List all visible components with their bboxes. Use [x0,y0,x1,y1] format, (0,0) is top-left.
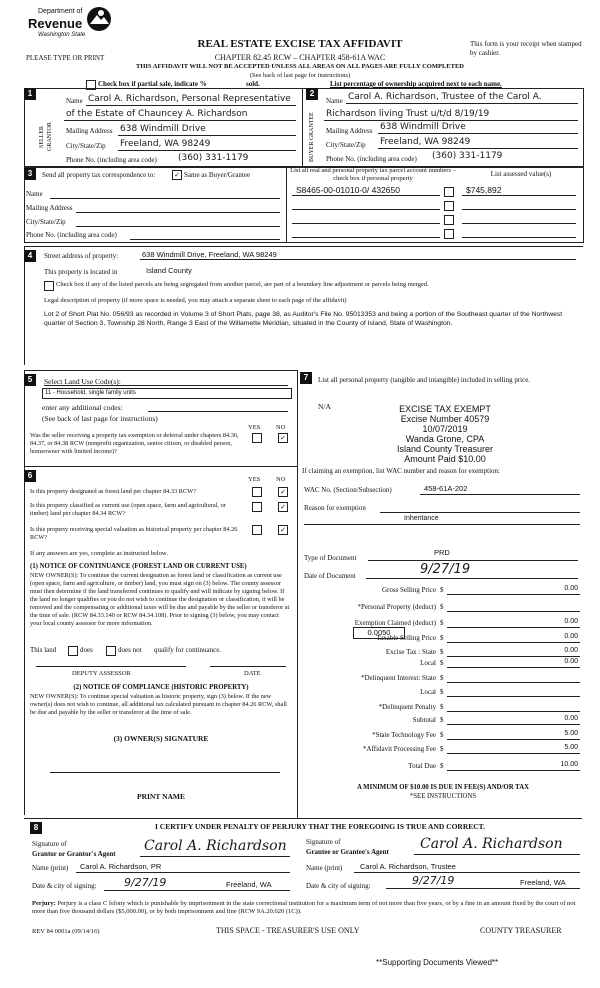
fee-label: *Delinquent Interest: State [360,674,436,682]
fee-row [300,688,584,700]
stamp-line-1: EXCISE TAX EXEMPT [399,404,491,414]
located-value[interactable]: Island County [146,266,192,275]
land-use-see-back: (See back of last page for instructions) [42,414,158,423]
land-use-line [44,385,288,386]
s6-yes-header: YES [248,476,261,483]
fee-label: Exemption Claimed (deduct) [354,619,436,627]
seller-city-line [118,150,296,151]
grantor-name-line [76,872,290,873]
fee-label: *Personal Property (deduct) [357,603,436,611]
owner-signature-label: (3) OWNER(S) SIGNATURE [113,734,209,743]
corr-mail-line [76,212,280,213]
corr-mail-label: Mailing Address [26,204,73,212]
form-warning: THIS AFFIDAVIT WILL NOT BE ACCEPTED UNLESS ALL AREAS ON ALL PAGES ARE FULLY COMPLETED [136,63,464,70]
fee-row [300,674,584,686]
legal-value[interactable]: Lot 2 of Short Plat No. 056/93 as recorded in Volume 3 of Short Plats, page 38, as Auditor's File No. 95013353 and being a portion of the Southeast quarter of the Northwest quarter of Section 3, Township 28 North, Range 3 East of the Willamette Meridian, situated in the County of Island, State of Washington. [44,311,563,327]
fee-line [447,739,580,740]
s5-no-header: NO [276,424,286,431]
seller-name-line1 [86,105,296,106]
fee-dollar-sign: $ [440,731,444,739]
fee-line [447,627,580,628]
buyer-mail-label: Mailing Address [326,127,373,135]
fee-label: Gross Selling Price [381,586,436,594]
fee-label: Local [420,688,436,696]
dor-logo [28,6,118,42]
section6-top-line [24,466,297,467]
parties-divider [302,88,303,167]
exemption-question: Was the seller receiving a property tax exemption or deferral under chapters 84.36, 84.37, or 84.38 RCW (nonprofit organization, senior citizen, or disabled person, homeowner with limited income)? [30,432,239,455]
fee-row [300,634,584,646]
seller-side-text1: SELLER [39,126,45,148]
does-label: does [80,646,93,654]
form-title: REAL ESTATE EXCISE TAX AFFIDAVIT [197,38,403,50]
same-as-buyer-label: Same as Buyer/Grantee [184,171,251,179]
doc-date-label: Date of Document [304,572,356,580]
fee-row [300,745,584,757]
forest-no-checkbox[interactable]: ✓ [278,487,288,497]
corr-city-line [76,226,280,227]
corr-phone-label: Phone No. (including area code) [26,231,117,239]
located-label: This property is located in [44,268,118,276]
see-back-instructions: (See back of last page for instructions) [249,72,351,79]
fee-label: Total Due [408,762,436,770]
seller-side-label [38,112,54,162]
notice-continuance-text: NEW OWNER(S): To continue the current designation as forest land or classification as current use (open space, farm and agriculture, or timber) land, you must sign on (3) below. The county assessor must then determine if the land transferred continues to qualify and will indicate by signing below. If the land no longer qualifies or you do not wish to continue the designation or classification, it will be removed and the compensating or additional taxes will be due and payable by the seller or transferor at the time of sale. (RCW 84.33.140 or RCW 84.34.108). Prior to signing (3) below, you may contact your local county assessor for more information. [30,572,290,627]
wac-value[interactable]: 458-61A-202 [424,484,468,493]
fee-row [300,716,584,728]
parcel-value[interactable]: S8465-00-01010-0/ 432650 [296,185,400,195]
buyer-city-value[interactable]: Freeland, WA 98249 [380,137,471,147]
send-correspondence-label: Send all property tax correspondence to: [42,171,156,179]
wac-label: WAC No. (Section/Subsection) [304,486,392,494]
personal-prop-checkbox-4[interactable] [444,229,454,239]
fee-dollar-sign: $ [440,674,444,682]
treasurer-space: THIS SPACE - TREASURER'S USE ONLY [216,926,360,935]
grantor-name-value[interactable]: Carol A. Richardson, PR [80,862,162,871]
parcel-line-4 [292,237,440,238]
personal-prop-checkbox-2[interactable] [444,201,454,211]
corr-name-label: Name [26,190,43,198]
wac-line [420,494,580,495]
section4-box [24,246,583,365]
buyer-name-value2[interactable]: Richardson living Trust u/t/d 8/19/19 [326,109,490,119]
local-rate-box[interactable] [353,627,405,639]
perjury-label: Perjury: [32,900,56,907]
segregated-checkbox[interactable] [44,281,54,291]
if-yes-note: If any answers are yes, complete as instructed below. [30,550,168,557]
fee-row [300,762,584,774]
corr-name-line [50,198,280,199]
personal-prop-checkbox-3[interactable] [444,215,454,225]
doc-date-value[interactable]: 9/27/19 [420,562,471,577]
additional-codes-label: enter any additional codes: [42,403,123,412]
grantor-name-label: Name (print) [32,864,69,872]
fee-row [300,586,584,598]
fee-label: Excise Tax : State [385,648,436,656]
doc-date-line [366,578,578,579]
buyer-name-line1 [346,103,578,104]
seller-phone-value[interactable]: (360) 331-1179 [178,153,249,163]
fee-line [447,753,580,754]
parcel-header: List all real and personal property tax parcel account numbers – check box if personal property [290,167,456,182]
buyer-city-line [378,148,578,149]
grantor-date-line [104,890,290,891]
grantor-sig-label2: Grantor or Grantor's Agent [32,850,116,858]
fee-line [447,594,580,595]
section8-top-line [24,818,582,819]
buyer-side-label [308,112,316,162]
section-2-number: 2 [306,88,318,100]
fee-row [300,731,584,743]
grantor-sig-line [140,856,290,857]
county-treasurer: COUNTY TREASURER [480,926,562,935]
stamp-line-3: 10/07/2019 [422,424,468,434]
grantee-sig-line [414,854,580,855]
seller-mail-value[interactable]: 638 Windmill Drive [120,124,206,134]
current-use-no-checkbox[interactable]: ✓ [278,502,288,512]
buyer-phone-value[interactable]: (360) 331-1179 [432,151,503,161]
buyer-side-text2: GRANTEE [309,112,315,141]
fee-label: Taxable Selling Price [376,634,436,642]
grantee-name-line [354,872,580,873]
form-chapters: CHAPTER 82.45 RCW – CHAPTER 458-61A WAC [214,53,386,62]
fee-value[interactable]: 0.00 [564,658,578,665]
s6-no-header: NO [276,476,286,483]
fee-line [447,682,580,683]
seller-mail-line [118,135,296,136]
grantee-date-label: Date & city of signing: [306,882,371,890]
exemption-claim-label: If claiming an exemption, list WAC number and reason for exemption: [302,467,500,475]
fee-value[interactable]: 0.00 [564,633,578,640]
fee-line [447,642,580,643]
doc-type-label: Type of Document [304,554,357,562]
buyer-mail-line [378,133,578,134]
assessed-line-1 [462,195,576,196]
additional-codes-line [148,411,288,412]
stamp-line-5: Island County Treasurer [396,444,494,454]
fee-line [447,711,580,712]
fee-value[interactable]: 0.00 [564,618,578,625]
notice-compliance-text: NEW OWNER(S): To continue special valuation as historic property, sign (3) below. If the new owner(s) does not wish to continue, all additional tax calculated pursuant to chapter 84.26 RCW, shall be due and payable by the seller or transferor at the time of sale. [30,693,287,716]
buyer-mail-value[interactable]: 638 Windmill Drive [380,122,466,132]
grantor-sig-label1: Signature of [32,840,67,848]
reason-line-2 [304,524,580,525]
buyer-side-text1: BUYER [309,141,315,162]
fee-label: *Delinquent Penalty [378,703,436,711]
section-5-number: 5 [24,374,36,386]
minimum-note: A MINIMUM OF $10.00 IS DUE IN FEE(S) AND/OR TAX [356,784,530,791]
doc-type-value[interactable]: PRD [434,548,450,557]
deputy-sign-line [36,666,186,667]
fee-dollar-sign: $ [440,688,444,696]
section-8-number: 8 [30,822,42,834]
grantor-date-value[interactable]: 9/27/19 [124,876,167,889]
logo-dept-line3: Washington State [38,32,86,38]
please-type: PLEASE TYPE OR PRINT [26,54,105,62]
buyer-name-value1[interactable]: Carol A. Richardson, Trustee of the Carol A. [348,92,542,102]
perjury-text: Perjury is a class C felony which is punishable by imprisonment in the state correctional institution for a maximum term of not more than five years, or by a fine in an amount fixed by the court of not more than five thousand dollars ($5,000.00), or by both imprisonment and fine (RCW 9A.20.020 (1C)). [32,900,576,915]
grantee-name-value[interactable]: Carol A. Richardson, Trustee [360,862,456,871]
deputy-date-label: DATE [244,670,261,677]
notice-compliance-title: (2) NOTICE OF COMPLIANCE (HISTORIC PROPERTY) [73,684,249,691]
fee-dollar-sign: $ [440,716,444,724]
forest-question: Is this property designated as forest land per chapter 84.33 RCW? [30,488,196,495]
parcel-line-3 [292,223,440,224]
fee-row [300,619,584,631]
seller-name-value1[interactable]: Carol A. Richardson, Personal Representative [88,94,291,104]
buyer-name-label: Name [326,97,343,105]
partial-sale-label: Check box if partial sale, indicate % [98,80,207,88]
fee-row [300,659,584,671]
grantee-sig-label1: Signature of [306,838,341,846]
seller-city-label: City/State/Zip [66,142,106,150]
stamp-line-6: Amount Paid $10.00 [404,454,486,464]
buyer-phone-label: Phone No. (including area code) [326,155,417,163]
s5-yes-header: YES [248,424,261,431]
fee-dollar-sign: $ [440,619,444,627]
logo-dept-line1: Department of [38,8,83,15]
does-checkbox[interactable] [68,646,78,656]
grantee-date-line [386,888,580,889]
fee-line [447,724,580,725]
same-as-buyer-checkbox[interactable]: ✓ [172,170,182,180]
fee-label: Subtotal [412,716,436,724]
fee-line [447,667,580,668]
parcel-line-2 [292,209,440,210]
assessed-line-3 [462,223,576,224]
section-4-number: 4 [24,250,36,262]
fee-line [447,656,580,657]
land-use-value: 11 - Household, single family units [45,390,136,396]
section3-divider [286,166,287,242]
local-rate-value: 0.0050 [367,628,391,637]
fee-value[interactable]: 5.00 [564,744,578,751]
grantor-date-label: Date & city of signing: [32,882,97,890]
perjury-note [32,900,582,916]
stamp-line-4: Wanda Grone, CPA [405,434,485,444]
street-label: Street address of property: [44,252,119,260]
form-revision: REV 84 0001a (09/14/16) [32,928,100,935]
section-1-number: 1 [24,88,36,100]
mountain-logo-icon [86,6,112,32]
buyer-name-line2 [324,120,578,121]
qualify-label: qualify for continuance. [154,646,222,654]
assessed-line-2 [462,209,576,210]
corr-phone-line [130,239,280,240]
excise-stamp [350,404,540,464]
fee-label: *Affidavit Processing Fee [363,745,436,753]
fee-dollar-sign: $ [440,703,444,711]
logo-dept-line2: Revenue [28,16,83,31]
historic-no-checkbox[interactable]: ✓ [278,525,288,535]
fee-line [447,611,580,612]
historic-question: Is this property receiving special valuation as historical property per chapter 84.26 RCW? [30,526,238,541]
historic-yes-checkbox[interactable] [252,525,262,535]
fee-label: *State Technology Fee [372,731,436,739]
grantee-signature[interactable]: Carol A. Richardson [420,836,563,852]
buyer-city-label: City/State/Zip [326,141,366,149]
stamp-line-2: Excise Number 40579 [400,414,490,424]
segregated-label: Check box if any of the listed parcels are being segregated from another parcel, are part of a boundary line adjustment or parcels being merged. [56,281,429,288]
fee-value[interactable]: 0.00 [564,647,578,654]
exemption-yes-checkbox[interactable] [252,433,262,443]
assessed-value[interactable]: $745,892 [466,185,502,195]
grantor-city-value[interactable]: Freeland, WA [226,880,272,889]
fee-value[interactable]: 5.00 [564,730,578,737]
reason-label: Reason for exemption [304,504,366,512]
sold-label: sold. [246,80,260,88]
exemption-no-checkbox[interactable]: ✓ [278,433,288,443]
land-use-select[interactable] [42,388,292,399]
grantee-city-value[interactable]: Freeland, WA [520,878,566,887]
deputy-label: DEPUTY ASSESSOR [72,670,131,677]
seller-phone-label: Phone No. (including area code) [66,156,157,164]
fee-label: Local [420,659,436,667]
supporting-docs: **Supporting Documents Viewed** [376,958,499,967]
see-instructions: *SEE INSTRUCTIONS [409,793,477,800]
does-not-checkbox[interactable] [106,646,116,656]
fee-value[interactable]: 0.00 [564,715,578,722]
fee-dollar-sign: $ [440,648,444,656]
corr-city-label: City/State/Zip [26,218,66,226]
fee-value[interactable]: 0.00 [564,585,578,592]
fee-dollar-sign: $ [440,603,444,611]
fee-dollar-sign: $ [440,586,444,594]
owner-sign-line [50,772,280,773]
receipt-note: This form is your receipt when stamped by cashier. [470,40,582,57]
street-value[interactable]: 638 Windmill Drive, Freeland, WA 98249 [142,250,277,259]
grantor-signature[interactable]: Carol A. Richardson [144,838,287,854]
does-not-label: does not [118,646,142,654]
seller-mail-label: Mailing Address [66,127,113,135]
notice-continuance-title: (1) NOTICE OF CONTINUANCE (FOREST LAND OR CURRENT USE) [30,563,247,570]
section-3-number: 3 [24,168,36,180]
fee-dollar-sign: $ [440,762,444,770]
grantee-sig-label2: Grantee or Grantee's Agent [306,848,389,856]
reason-value[interactable]: Inheritance [404,515,439,522]
print-name-label: PRINT NAME [137,792,185,801]
section-7-number: 7 [300,372,312,384]
fee-line [447,696,580,697]
forest-yes-checkbox[interactable] [252,487,262,497]
legal-label: Legal description of property (if more space is needed, you may attach a separate sheet to each page of the affidavit) [44,297,347,304]
seller-city-value[interactable]: Freeland, WA 98249 [120,139,211,149]
personal-property-label: List all personal property (tangible and intangible) included in selling price. [318,376,531,384]
seller-name-label: Name [66,97,83,105]
grantee-date-value[interactable]: 9/27/19 [412,874,455,887]
fee-line [447,770,580,771]
certify-statement: I CERTIFY UNDER PENALTY OF PERJURY THAT THE FOREGOING IS TRUE AND CORRECT. [154,822,485,831]
parcel-line-1 [292,195,440,196]
personal-property-na[interactable]: N/A [318,402,331,411]
fee-value[interactable]: 10.00 [560,761,578,768]
this-land-label: This land [30,646,57,654]
pct-ownership-note: List percentage of ownership acquired next to each name. [330,80,502,88]
current-use-question: Is this property classified as current use (open space, farm and agricultural, or timber) land per chapter 84.34 RCW? [30,502,226,517]
fee-row [300,603,584,615]
street-line [140,259,576,260]
personal-prop-checkbox-1[interactable] [444,187,454,197]
current-use-yes-checkbox[interactable] [252,502,262,512]
section-6-number: 6 [24,470,36,482]
seller-name-value2[interactable]: of the Estate of Chauncey A. Richardson [66,109,248,119]
fee-row [300,703,584,715]
assessed-line-4 [462,237,576,238]
seller-side-text2: GRANTOR [47,122,53,152]
reason-line [380,512,580,513]
fee-dollar-sign: $ [440,634,444,642]
doc-type-line [368,560,578,561]
seller-name-line2 [64,120,296,121]
fee-dollar-sign: $ [440,659,444,667]
grantee-name-label: Name (print) [306,864,343,872]
assessed-header: List assessed value(s) [490,170,552,178]
land-use-label: Select Land Use Code(s): [44,377,121,386]
fee-dollar-sign: $ [440,745,444,753]
